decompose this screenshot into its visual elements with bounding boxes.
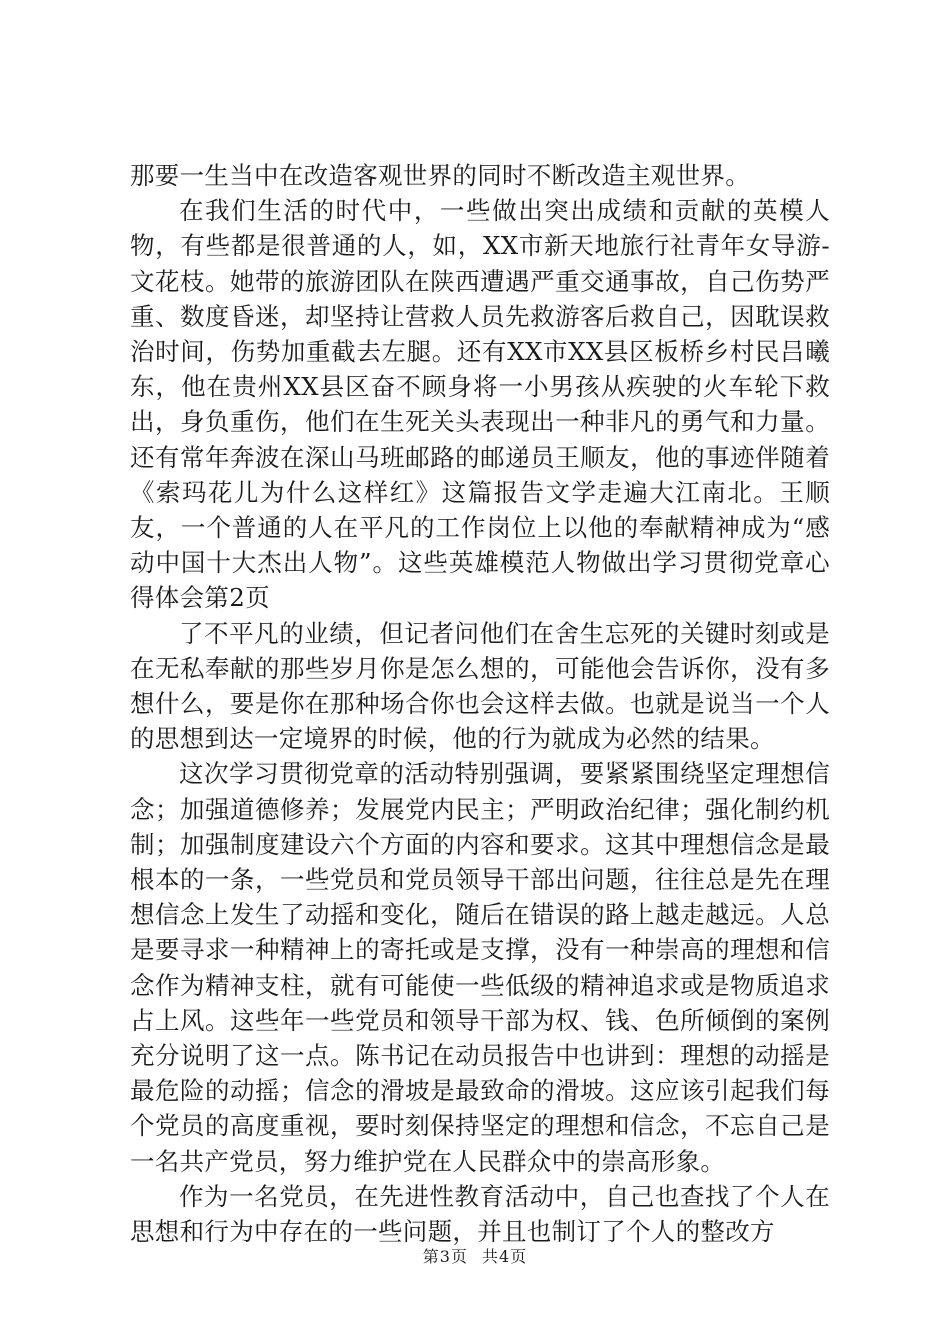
page-footer: [0, 1244, 950, 1267]
paragraph-4: 这次学习贯彻党章的活动特别强调，要紧紧围绕坚定理想信念；加强道德修养；发展党内民主；严明政治纪律；强化制约机制；加强制度建设六个方面的内容和要求。这其中理想信念是最根本的一条，一些党员和党员领导干部出问题，往往总是先在理想信念上发生了动摇和变化，随后在错误的路上越走越远。人总是要寻求一种精神上的寄托或是支撑，没有一种崇高的理想和信念作为精神支柱，就有可能使一些低级的精神追求或是物质追求占上风。这些年一些党员和领导干部为权、钱、色所倾倒的案例充分说明了这一点。陈书记在动员报告中也讲到：理想的动摇是最危险的动摇；信念的滑坡是最致命的滑坡。这应该引起我们每个党员的高度重视，要时刻保持坚定的理想和信念，不忘自己是一名共产党员，努力维护党在人民群众中的崇高形象。: [130, 759, 830, 1176]
paragraph-5: 作为一名党员，在先进性教育活动中，自己也查找了个人在思想和行为中存在的一些问题，并且也制订了个人的整改方: [130, 1181, 830, 1247]
paragraph-3: 了不平凡的业绩，但记者问他们在舍生忘死的关键时刻或是在无私奉献的那些岁月你是怎么想的，可能他会告诉你，没有多想什么，要是你在那种场合你也会这样去做。也就是说当一个人的思想到达一定境界的时候，他的行为就成为必然的结果。: [130, 618, 830, 754]
paragraph-2: 在我们生活的时代中，一些做出突出成绩和贡献的英模人物，有些都是很普通的人，如，XX市新天地旅行社青年女导游-文花枝。她带的旅游团队在陕西遭遇严重交通事故，自己伤势严重、数度昏迷，却坚持让营救人员先救游客后救自己，因耽误救治时间，伤势加重截去左腿。还有XX市XX县区板桥乡村民吕曦东，他在贵州XX县区奋不顾身将一小男孩从疾驶的火车轮下救出，身负重伤，他们在生死关头表现出一种非凡的勇气和力量。还有常年奔波在深山马班邮路的邮递员王顺友，他的事迹伴随着《索玛花儿为什么这样红》这篇报告文学走遍大江南北。王顺友，一个普通的人在平凡的工作岗位上以他的奉献精神成为“感动中国十大杰出人物”。这些英雄模范人物做出学习贯彻党章心得体会第2页: [130, 196, 831, 613]
paragraph-1: 那要一生当中在改造客观世界的同时不断改造主观世界。: [130, 161, 750, 190]
page-number-total: 共4页: [482, 1247, 528, 1266]
page-number-current: 第3页: [422, 1247, 468, 1266]
document-body: [130, 158, 830, 1249]
